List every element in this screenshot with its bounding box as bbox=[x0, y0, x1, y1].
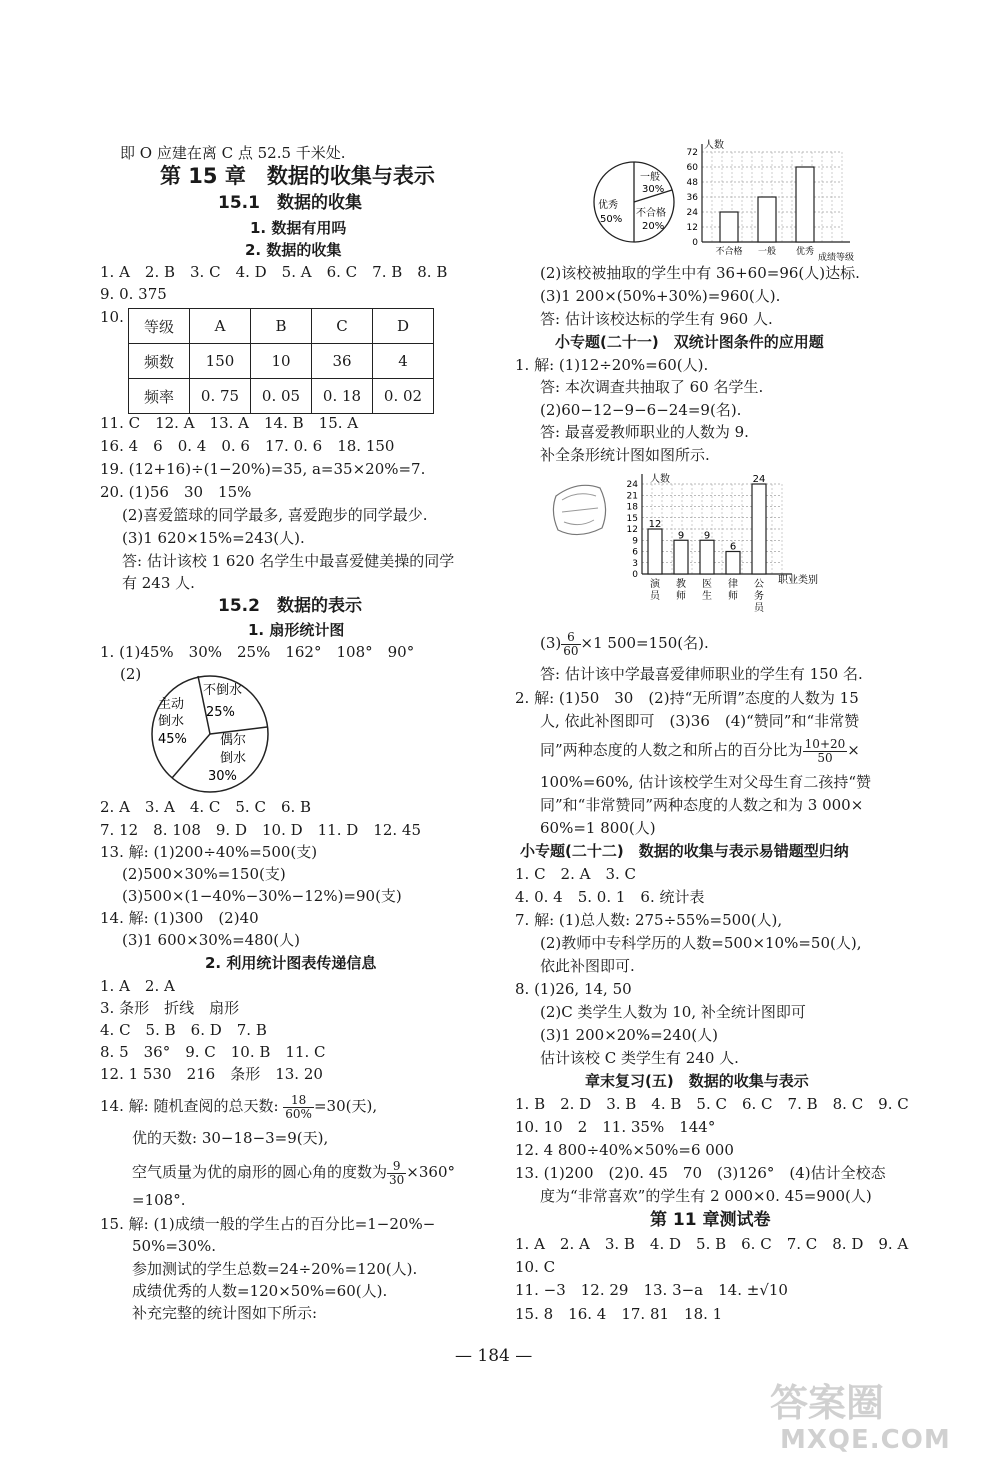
question-number: 10. bbox=[100, 308, 124, 326]
table-cell: 0. 75 bbox=[190, 379, 251, 414]
tick-label: 0 bbox=[632, 570, 638, 580]
table-cell: 0. 02 bbox=[373, 379, 434, 414]
answer-line: (3)1 600×30%=480(人) bbox=[122, 931, 301, 949]
y-axis-label: 人数 bbox=[704, 140, 724, 151]
tick-label: 36 bbox=[686, 193, 698, 203]
answer-line: 2. A 3. A 4. C 5. C 6. B bbox=[100, 798, 312, 816]
table-cell: 10 bbox=[251, 344, 312, 379]
bar bbox=[648, 529, 662, 574]
category-label: 务 bbox=[754, 591, 764, 602]
section-title: 15.2 数据的表示 bbox=[218, 596, 362, 616]
category-label: 公 bbox=[754, 579, 764, 590]
pie-label: 一般 bbox=[640, 172, 660, 183]
answer-line: 15. 8 16. 4 17. 81 18. 1 bbox=[515, 1305, 723, 1323]
answer-line: (2)该校被抽取的学生中有 36+60=96(人)达标. bbox=[540, 264, 860, 282]
text: =30(天), bbox=[313, 1097, 378, 1115]
pie-label: 不合格 bbox=[636, 208, 666, 219]
bar bbox=[674, 540, 688, 574]
table-cell: 0. 18 bbox=[312, 379, 373, 414]
answer-line: 参加测试的学生总数=24÷20%=120(人). bbox=[132, 1260, 418, 1278]
category-label: 师 bbox=[728, 591, 738, 602]
answer-line: 1. B 2. D 3. B 4. B 5. C 6. C 7. B 8. C 9. C bbox=[515, 1095, 909, 1113]
denominator: 50 bbox=[817, 750, 833, 765]
answer-line: 1. (1)45% 30% 25% 162° 108° 90° bbox=[100, 643, 415, 661]
answer-line: (2)C 类学生人数为 10, 补全统计图即可 bbox=[540, 1003, 806, 1021]
table-row bbox=[129, 379, 434, 414]
bar bbox=[700, 540, 714, 574]
fraction bbox=[803, 738, 848, 765]
watermark-url: MXQE.COM bbox=[780, 1425, 951, 1455]
pie-chart-water bbox=[148, 672, 273, 797]
answer-line: 8. (1)26, 14, 50 bbox=[515, 980, 632, 998]
answer-line: 答: 最喜爱教师职业的人数为 9. bbox=[540, 423, 749, 441]
answer-line: 10. C bbox=[515, 1258, 556, 1276]
tick-label: 0 bbox=[692, 238, 698, 248]
bar bbox=[720, 212, 738, 242]
table-cell: 4 bbox=[373, 344, 434, 379]
answer-line: 补全条形统计图如图所示. bbox=[540, 446, 710, 464]
table-cell: 150 bbox=[190, 344, 251, 379]
pie-label: 不倒水 bbox=[203, 683, 243, 698]
answer-line: 12. 1 530 216 条形 13. 20 bbox=[100, 1065, 323, 1083]
category-label: 生 bbox=[702, 591, 712, 602]
tick-label: 3 bbox=[632, 558, 638, 569]
fraction bbox=[283, 1094, 314, 1121]
topic-title: 章末复习(五) 数据的收集与表示 bbox=[585, 1072, 809, 1090]
answer-line: 10. 10 2 11. 35% 144° bbox=[515, 1118, 716, 1136]
text: 14. 解: 随机查阅的总天数: bbox=[100, 1097, 284, 1115]
section-title: 15.1 数据的收集 bbox=[218, 193, 362, 213]
answer-line: 7. 12 8. 108 9. D 10. D 11. D 12. 45 bbox=[100, 821, 421, 839]
answer-line: 16. 4 6 0. 4 0. 6 17. 0. 6 18. 150 bbox=[100, 437, 395, 455]
answer-line: (3)1 200×20%=240(人) bbox=[540, 1026, 719, 1044]
tick-label: 15 bbox=[626, 513, 638, 524]
numerator: 6 bbox=[561, 631, 580, 645]
section-title: 第 11 章测试卷 bbox=[650, 1210, 771, 1230]
tick-label: 21 bbox=[626, 491, 638, 502]
answer-line: 100%=60%, 估计该校学生对父母生育二孩持“赞 bbox=[540, 773, 871, 791]
answer-line: 15. 解: (1)成绩一般的学生占的百分比=1−20%− bbox=[100, 1215, 436, 1233]
answer-line: 优的天数: 30−18−3=9(天), bbox=[132, 1129, 329, 1147]
tick-label: 9 bbox=[632, 536, 638, 547]
bar-chart-grades bbox=[680, 138, 880, 266]
topic-title: 小专题(二十一) 双统计图条件的应用题 bbox=[555, 333, 824, 351]
tick-label: 12 bbox=[626, 525, 638, 535]
answer-line: 20. (1)56 30 15% bbox=[100, 483, 252, 501]
pie-label: 主动 bbox=[158, 697, 185, 712]
category-label: 不合格 bbox=[715, 247, 743, 257]
category-label: 一般 bbox=[757, 247, 777, 257]
answer-line: 答: 估计该中学最喜爱律师职业的学生有 150 名. bbox=[540, 665, 863, 683]
subsection-title: 1. 扇形统计图 bbox=[248, 621, 345, 639]
fraction bbox=[561, 631, 580, 658]
tick-label: 6 bbox=[632, 547, 638, 558]
table-cell: 36 bbox=[312, 344, 373, 379]
answer-line: 人, 依此补图即可 (3)36 (4)“赞同”和“非常赞 bbox=[540, 712, 860, 730]
pie-chart-grades bbox=[592, 160, 676, 244]
text: ×360° bbox=[406, 1163, 455, 1181]
answer-line: 13. 解: (1)200÷40%=500(支) bbox=[100, 843, 318, 861]
table-cell: 等级 bbox=[129, 309, 190, 344]
answer-line: (2)喜爱篮球的同学最多, 喜爱跑步的同学最少. bbox=[122, 506, 428, 524]
category-label: 员 bbox=[650, 591, 660, 602]
answer-line: 3. 条形 折线 扇形 bbox=[100, 999, 240, 1017]
y-axis-label: 人数 bbox=[650, 474, 670, 485]
table-cell: 频数 bbox=[129, 344, 190, 379]
watermark-logo: 答案圈 bbox=[770, 1381, 885, 1425]
answer-line: 11. −3 12. 29 13. 3−a 14. ±√10 bbox=[515, 1281, 788, 1299]
bar bbox=[726, 552, 740, 575]
pie-label: 25% bbox=[206, 705, 235, 720]
category-label: 医 bbox=[702, 579, 712, 590]
answer-line: (3)500×(1−40%−30%−12%)=90(支) bbox=[122, 887, 402, 905]
data-label: 9 bbox=[703, 530, 711, 542]
text-line: 即 O 应建在离 C 点 52.5 千米处. bbox=[120, 144, 346, 162]
page-number: — 184 — bbox=[455, 1346, 533, 1366]
text: 同”两种态度的人数之和所占的百分比为 bbox=[540, 741, 803, 759]
answer-line: 14. 解: (1)300 (2)40 bbox=[100, 909, 259, 927]
answer-line: (2)500×30%=150(支) bbox=[122, 865, 286, 883]
subsection-title: 2. 数据的收集 bbox=[245, 241, 342, 259]
answer-line: 度为“非常喜欢”的学生有 2 000×0. 45=900(人) bbox=[540, 1187, 872, 1205]
answer-line: 12. 4 800÷40%×50%=6 000 bbox=[515, 1141, 734, 1159]
answer-line bbox=[100, 1091, 377, 1121]
category-label: 演 bbox=[650, 579, 660, 590]
answer-line: 8. 5 36° 9. C 10. B 11. C bbox=[100, 1043, 326, 1061]
answer-line: (2) bbox=[120, 665, 142, 683]
answer-line: 补充完整的统计图如下所示: bbox=[132, 1304, 318, 1322]
data-label: 9 bbox=[677, 530, 685, 542]
answer-line: 4. 0. 4 5. 0. 1 6. 统计表 bbox=[515, 888, 705, 906]
category-label: 优秀 bbox=[795, 247, 815, 257]
grade-table bbox=[128, 308, 434, 414]
stamp-icon bbox=[548, 478, 612, 542]
table-cell: A bbox=[190, 309, 251, 344]
answer-line: 依此补图即可. bbox=[540, 957, 635, 975]
numerator: 9 bbox=[387, 1160, 406, 1174]
answer-line: 9. 0. 375 bbox=[100, 285, 167, 303]
answer-line: (2)教师中专科学历的人数=500×10%=50(人), bbox=[540, 934, 862, 952]
answer-line: 同”和“非常赞同”两种态度的人数之和为 3 000× bbox=[540, 796, 864, 814]
data-label: 6 bbox=[729, 541, 737, 553]
answer-line: 答: 估计该校达标的学生有 960 人. bbox=[540, 310, 773, 328]
numerator: 10+20 bbox=[804, 736, 846, 751]
pie-label: 45% bbox=[158, 732, 187, 747]
table-cell: B bbox=[251, 309, 312, 344]
answer-line: 13. (1)200 (2)0. 45 70 (3)126° (4)估计全校态 bbox=[515, 1164, 886, 1182]
answer-line bbox=[132, 1157, 455, 1187]
answer-line: 成绩优秀的人数=120×50%=60(人). bbox=[132, 1282, 388, 1300]
answer-line: 60%=1 800(人) bbox=[540, 819, 656, 837]
category-label: 律 bbox=[728, 579, 738, 590]
pie-label: 优秀 bbox=[598, 200, 618, 211]
chapter-title: 第 15 章 数据的收集与表示 bbox=[160, 164, 435, 188]
pie-label: 偶尔 bbox=[220, 733, 247, 748]
answer-line: (2)60−12−9−6−24=9(名). bbox=[540, 401, 742, 419]
answer-line: (3)1 200×(50%+30%)=960(人). bbox=[540, 287, 781, 305]
denominator: 60% bbox=[285, 1106, 312, 1121]
answer-line: 答: 本次调查共抽取了 60 名学生. bbox=[540, 378, 764, 396]
answer-line bbox=[540, 735, 860, 765]
text: 空气质量为优的扇形的圆心角的度数为 bbox=[132, 1163, 388, 1181]
pie-label: 50% bbox=[600, 214, 623, 225]
tick-label: 12 bbox=[686, 223, 698, 233]
data-label: 24 bbox=[752, 474, 766, 485]
bar bbox=[758, 197, 776, 242]
data-label: 12 bbox=[648, 519, 662, 530]
pie-label: 倒水 bbox=[220, 751, 247, 766]
category-label: 教 bbox=[676, 579, 686, 590]
answer-line: 1. A 2. B 3. C 4. D 5. A 6. C 7. B 8. B bbox=[100, 263, 448, 281]
x-axis-label: 职业类别 bbox=[778, 575, 818, 586]
pie-label: 20% bbox=[642, 221, 665, 232]
pie-label: 30% bbox=[642, 184, 665, 195]
answer-line: (3)1 620×15%=243(人). bbox=[122, 529, 305, 547]
bar bbox=[752, 484, 766, 574]
tick-label: 18 bbox=[626, 502, 638, 513]
table-row bbox=[129, 309, 434, 344]
answer-line: 1. A 2. A bbox=[100, 977, 175, 995]
table-cell: C bbox=[312, 309, 373, 344]
tick-label: 72 bbox=[686, 148, 698, 158]
answer-line: 50%=30%. bbox=[132, 1237, 217, 1255]
answer-line: 11. C 12. A 13. A 14. B 15. A bbox=[100, 414, 359, 432]
denominator: 60 bbox=[563, 643, 579, 658]
answer-line: 4. C 5. B 6. D 7. B bbox=[100, 1021, 267, 1039]
table-row bbox=[129, 344, 434, 379]
topic-title: 小专题(二十二) 数据的收集与表示易错题型归纳 bbox=[520, 842, 849, 860]
text: ×1 500=150(名). bbox=[580, 634, 709, 652]
numerator: 18 bbox=[283, 1094, 314, 1108]
answer-line: 答: 估计该校 1 620 名学生中最喜爱健美操的同学 bbox=[122, 552, 455, 570]
fraction bbox=[387, 1160, 406, 1187]
text: (3) bbox=[540, 634, 562, 652]
tick-label: 48 bbox=[686, 178, 698, 188]
denominator: 30 bbox=[389, 1172, 405, 1187]
table-cell: 频率 bbox=[129, 379, 190, 414]
answer-line: 估计该校 C 类学生有 240 人. bbox=[540, 1049, 739, 1067]
answer-line: 1. C 2. A 3. C bbox=[515, 865, 637, 883]
answer-line: 19. (12+16)÷(1−20%)=35, a=35×20%=7. bbox=[100, 460, 426, 478]
bar bbox=[796, 167, 814, 242]
subsection-title: 2. 利用统计图表传递信息 bbox=[205, 954, 377, 972]
category-label: 师 bbox=[676, 591, 686, 602]
table-cell: D bbox=[373, 309, 434, 344]
answer-line: 2. 解: (1)50 30 (2)持“无所谓”态度的人数为 15 bbox=[515, 689, 859, 707]
text: × bbox=[847, 741, 860, 759]
answer-line: 7. 解: (1)总人数: 275÷55%=500(人), bbox=[515, 911, 783, 929]
pie-label: 30% bbox=[208, 769, 237, 784]
answer-line bbox=[540, 628, 709, 658]
subsection-title: 1. 数据有用吗 bbox=[250, 219, 347, 237]
pie-label: 倒水 bbox=[158, 714, 185, 729]
table-cell: 0. 05 bbox=[251, 379, 312, 414]
answer-line: =108°. bbox=[132, 1191, 186, 1209]
tick-label: 60 bbox=[686, 163, 698, 173]
bar-chart-careers bbox=[620, 470, 835, 620]
answer-line: 1. A 2. A 3. B 4. D 5. B 6. C 7. C 8. D 9. A bbox=[515, 1235, 909, 1253]
tick-label: 24 bbox=[686, 208, 698, 218]
answer-line: 有 243 人. bbox=[122, 574, 195, 592]
answer-line: 1. 解: (1)12÷20%=60(人). bbox=[515, 356, 709, 374]
category-label: 员 bbox=[754, 603, 764, 614]
tick-label: 24 bbox=[626, 480, 638, 490]
x-axis-label: 成绩等级 bbox=[818, 253, 855, 263]
